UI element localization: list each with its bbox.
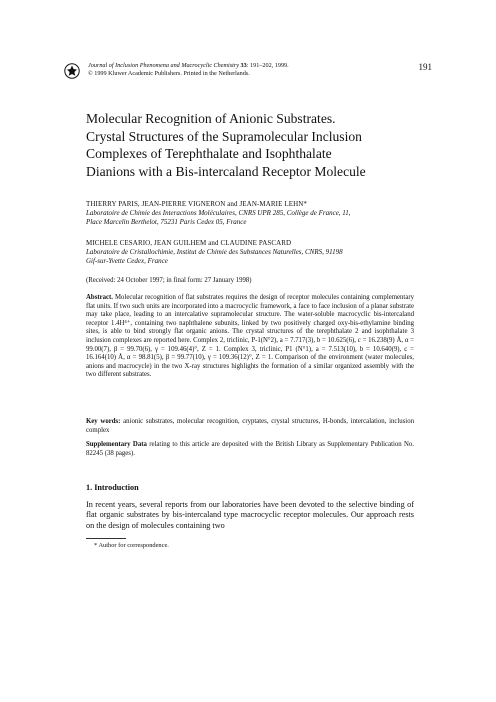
footnote-rule xyxy=(86,538,126,539)
publisher-logo-icon xyxy=(64,63,80,79)
abstract-text: Molecular recognition of flat substrates requires the design of receptor molecules containing complementary flat units. If two such units are incorporated into a macrocyclic framework, a face to face inclusion of a planar substrate may take place, leading to an intercalative supramolecular structure. The water-soluble macrocyclic bis-intercaland receptor 1.4H⁴⁺, containing two naphthalene subunits, linked by two positively charged oxy-bis-ethylamine binding sites, is able to bind strongly flat organic anions. The crystal structures of the terephthalate 2 and isophthalate 3 inclusion complexes are reported here. Complex 2, triclinic, P-1(N°2), a = 7.717(3), b = 10.625(6), c = 16.238(9) Å, α = 99.00(7), β = 99.70(6), γ = 109.46(4)°, Z = 1. Complex 3, triclinic, P1 (N°1), a = 7.513(10), b = 10.640(9), c = 16.164(10) Å, α = 98.81(5), β = 99.77(10), γ = 109.36(12)°, Z = 1. Comparison of the environment (water molecules, anions and macrocycle) in the two X-ray structures highlights the formation of a similar organized assembly with the two different substrates. xyxy=(86,294,414,379)
author-affiliation: Laboratoire de Chimie des Interactions Moléculaires, CNRS UPR 285, Collège de France, 11, xyxy=(86,209,351,217)
author-block xyxy=(86,239,426,266)
keywords-label: Key words: xyxy=(86,418,121,425)
keywords-text: anionic substrates, molecular recognition, cryptates, crystal structures, H-bonds, intercalation, inclusion complex xyxy=(86,418,414,434)
footnote: * Author for correspondence. xyxy=(94,542,169,549)
title-line: Molecular Recognition of Anionic Substrates. xyxy=(86,111,336,126)
author-affiliation: Gif-sur-Yvette Cedex, France xyxy=(86,257,168,265)
page-number: 191 xyxy=(418,62,432,72)
title-line: Crystal Structures of the Supramolecular Inclusion xyxy=(86,128,362,144)
author-affiliation: Place Marcelin Berthelot, 75231 Paris Cedex 05, France xyxy=(86,218,247,226)
author-names: THIERRY PARIS, JEAN-PIERRE VIGNERON and JEAN-MARIE LEHN* xyxy=(86,200,307,208)
journal-pages: : 191–202, 1999. xyxy=(246,62,289,69)
abstract xyxy=(86,294,414,380)
journal-name: Journal of Inclusion Phenomena and Macrocyclic Chemistry xyxy=(88,62,239,69)
journal-header xyxy=(64,62,434,82)
abstract-label: Abstract. xyxy=(86,294,113,301)
received-dates: (Received: 24 October 1997; in final form: 27 January 1998) xyxy=(86,277,252,284)
journal-volume: 33 xyxy=(240,62,247,69)
supplementary-text: relating to this article are deposited with the British Library as Supplementary Publication No. 82245 (38 pages). xyxy=(86,441,415,457)
copyright-line: © 1999 Kluwer Academic Publishers. Printed in the Netherlands. xyxy=(88,69,250,77)
author-names: MICHELE CESARIO, JEAN GUILHEM and CLAUDINE PASCARD xyxy=(86,239,292,247)
author-affiliation: Laboratoire de Cristallochimie, Institut de Chimie des Substances Naturelles, CNRS, 91198 xyxy=(86,248,343,256)
journal-citation xyxy=(88,62,289,77)
section-heading: 1. Introduction xyxy=(86,483,139,492)
title-line: Complexes of Terephthalate and Isophthalate xyxy=(86,146,332,161)
article-title xyxy=(86,110,426,180)
title-line: Dianions with a Bis-intercaland Receptor Molecule xyxy=(86,163,366,179)
supplementary-label: Supplementary Data xyxy=(86,441,147,448)
introduction-text: In recent years, several reports from our laboratories have been devoted to the selective binding of flat organic substrates by bis-intercaland type macrocyclic receptor molecules. Our approach rests on the design of molecules containing two xyxy=(86,500,414,530)
supplementary-data xyxy=(86,441,414,458)
keywords xyxy=(86,418,414,435)
author-block xyxy=(86,200,426,227)
